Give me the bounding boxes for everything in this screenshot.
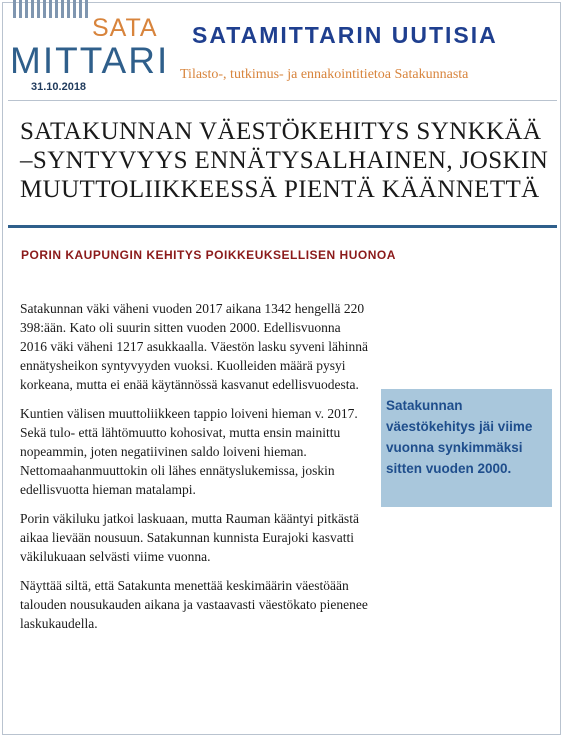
- article-subhead: PORIN KAUPUNGIN KEHITYS POIKKEUKSELLISEN HUONOA: [21, 248, 396, 262]
- headline-divider: [8, 225, 557, 228]
- article-body: [20, 299, 370, 643]
- article-paragraph: Kuntien välisen muuttoliikkeen tappio loiveni hieman v. 2017. Sekä tulo- että lähtömuutto kohosivat, mutta ensin mainittu nopeammin, joten negatiivinen saldo loiveni hieman. Nettomaahanmuuttokin oli lähes ennätyslukemissa, joskin edellisvuotta hieman matalampi.: [20, 406, 358, 497]
- article-paragraph: Porin väkiluku jatkoi laskuaan, mutta Rauman kääntyi pitkästä aikaa lievään nousuun. Satakunnan kunnista Eurajoki kasvatti väkilukuaan selvästi viime vuonna.: [20, 511, 359, 564]
- pull-quote-box: Satakunnan väestökehitys jäi viime vuonna synkimmäksi sitten vuoden 2000.: [381, 389, 552, 507]
- issue-date: 31.10.2018: [31, 81, 87, 93]
- article-paragraph: Näyttää siltä, että Satakunta menettää keskimäärin väestöään talouden nousukauden aikana ja vastaavasti väestökato pienenee laskukaudella.: [20, 578, 368, 631]
- logo-word-mittari: MITTARI: [10, 40, 170, 81]
- newsletter-tagline: Tilasto-, tutkimus- ja ennakointitietoa Satakunnasta: [180, 67, 469, 82]
- article-headline: SATAKUNNAN VÄESTÖKEHITYS SYNKKÄÄ –SYNTYVYYS ENNÄTYSALHAINEN, JOSKIN MUUTTOLIIKKEESSÄ PIENTÄ KÄÄNNETTÄ: [20, 118, 549, 203]
- header-divider: [8, 100, 557, 101]
- article-paragraph: Satakunnan väki väheni vuoden 2017 aikana 1342 hengellä 220 398:ään. Kato oli suurin sitten vuoden 2000. Edellisvuonna 2016 väki väheni 1217 asukkaalla. Väestön lasku syveni lähinnä ennätysheikon syntyvyyden vuoksi. Kuolleiden määrä pysyi korkeana, mutta ei enää käytännössä kasvanut edellisvuodesta.: [20, 301, 369, 392]
- logo-word-sata: SATA: [92, 14, 158, 42]
- satamittari-logo: [10, 10, 170, 98]
- newsletter-title: SATAMITTARIN UUTISIA: [192, 22, 498, 48]
